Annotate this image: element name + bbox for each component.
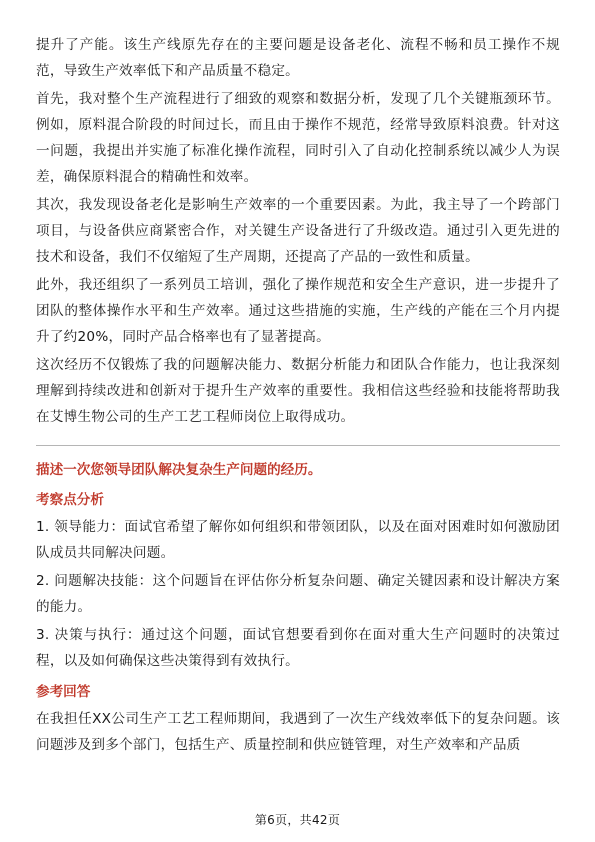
body-paragraph: 这次经历不仅锻炼了我的问题解决能力、数据分析能力和团队合作能力，也让我深刻理解到持续改进和创新对于提升生产效率的重要性。我相信这些经验和技能将帮助我在艾博生物公司的生产工艺工程师岗位上取得成功。 — [36, 357, 560, 425]
analysis-item: 3. 决策与执行：通过这个问题，面试官想要看到你在面对重大生产问题时的决策过程，以及如何确保这些决策得到有效执行。 — [36, 627, 560, 669]
body-paragraph: 首先，我对整个生产流程进行了细致的观察和数据分析，发现了几个关键瓶颈环节。例如，原料混合阶段的时间过长，而且由于操作不规范，经常导致原料浪费。针对这一问题，我提出并实施了标准化操作流程，同时引入了自动化控制系统以减少人为误差，确保原料混合的精确性和效率。 — [36, 91, 560, 185]
question-title: 描述一次您领导团队解决复杂生产问题的经历。 — [36, 462, 322, 478]
page-content — [36, 32, 560, 760]
analysis-heading: 考察点分析 — [36, 492, 104, 508]
analysis-item: 1. 领导能力：面试官希望了解你如何组织和带领团队，以及在面对困难时如何激励团队成员共同解决问题。 — [36, 519, 560, 561]
reference-heading: 参考回答 — [36, 684, 91, 700]
body-paragraph: 其次，我发现设备老化是影响生产效率的一个重要因素。为此，我主导了一个跨部门项目，与设备供应商紧密合作，对关键生产设备进行了升级改造。通过引入更先进的技术和设备，我们不仅缩短了生产周期，还提高了产品的一致性和质量。 — [36, 197, 560, 265]
body-paragraph: 此外，我还组织了一系列员工培训，强化了操作规范和安全生产意识，进一步提升了团队的整体操作水平和生产效率。通过这些措施的实施，生产线的产能在三个月内提升了约20%，同时产品合格率也有了显著提高。 — [36, 277, 560, 345]
reference-paragraph: 在我担任XX公司生产工艺工程师期间，我遇到了一次生产线效率低下的复杂问题。该问题涉及到多个部门，包括生产、质量控制和供应链管理，对生产效率和产品质 — [36, 711, 560, 753]
section-divider — [36, 445, 560, 446]
body-paragraph: 提升了产能。该生产线原先存在的主要问题是设备老化、流程不畅和员工操作不规范，导致生产效率低下和产品质量不稳定。 — [36, 37, 560, 79]
analysis-item: 2. 问题解决技能：这个问题旨在评估你分析复杂问题、确定关键因素和设计解决方案的能力。 — [36, 573, 560, 615]
page-number: 第6页，共42页 — [254, 813, 341, 827]
